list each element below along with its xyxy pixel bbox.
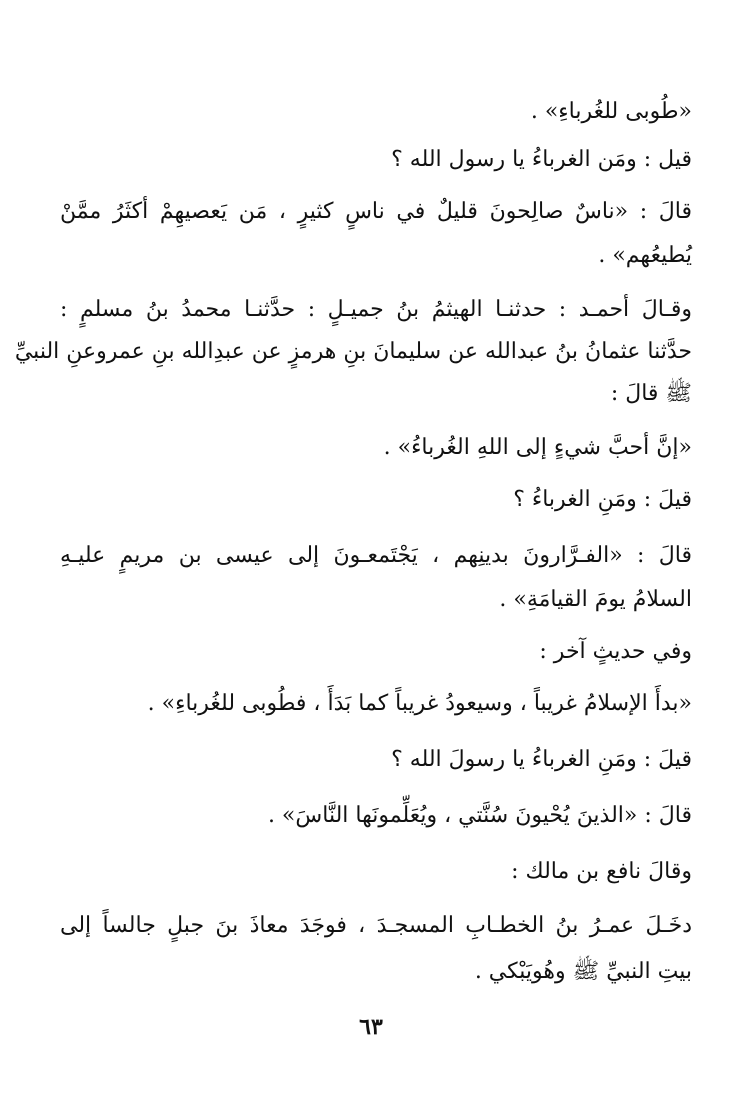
text-line-7: ﷺ قالَ : bbox=[610, 381, 692, 406]
text-line-18: بيتِ النبيِّ ﷺ وهُويَبْكي . bbox=[474, 959, 692, 984]
text-line-2: قيل : ومَن الغرباءُ يا رسول الله ؟ bbox=[391, 147, 692, 172]
page-number: ٦٣ bbox=[359, 1014, 383, 1040]
text-line-3: قالَ : «ناسٌ صالِحونَ قليلٌ في ناسٍ كثيرٍ ، مَن يَعصيهِمْ أكثَرُ ممَّنْ bbox=[60, 199, 692, 224]
text-line-12: وفي حديثٍ آخر : bbox=[539, 639, 692, 664]
text-line-6: حدَّثنا عثمانُ بنُ عبدالله عن سليمانَ بنِ هرمزٍ عن عبدِالله بنِ عمروعنِ النبيِّ bbox=[14, 339, 692, 364]
text-line-13: «بدأَ الإسلامُ غريباً ، وسيعودُ غريباً كما بَدَأَ ، فطُوبى للغُرباءِ» . bbox=[147, 691, 692, 716]
text-line-14: قيلَ : ومَنِ الغرباءُ يا رسولَ الله ؟ bbox=[391, 747, 692, 772]
text-line-1: «طُوبى للغُرباءِ» . bbox=[530, 99, 692, 124]
text-line-17: دخَـلَ عمـرُ بنُ الخطـابِ المسجـدَ ، فوجَدَ معاذَ بنَ جبلٍ جالساً إلى bbox=[60, 913, 692, 938]
text-line-8: «إنَّ أحبَّ شيءٍ إلى اللهِ الغُرباءُ» . bbox=[383, 435, 692, 460]
text-line-4: يُطيعُهم» . bbox=[598, 243, 692, 268]
text-line-9: قيلَ : ومَنِ الغرباءُ ؟ bbox=[513, 487, 692, 512]
text-line-11: السلامُ يومَ القيامَةِ» . bbox=[499, 587, 692, 612]
text-line-16: وقالَ نافع بن مالك : bbox=[511, 859, 692, 884]
text-line-15: قالَ : «الذينَ يُحْيونَ سُنَّتي ، ويُعَلِّمونَها النَّاسَ» . bbox=[267, 803, 692, 828]
book-page bbox=[14, 0, 692, 1095]
text-line-10: قالَ : «الفـرَّارونَ بدينِهم ، يَجْتَمعـونَ إلى عيسى بن مريمٍ عليـهِ bbox=[60, 543, 692, 568]
text-line-5: وقـالَ أحمـد : حدثنـا الهيثمُ بنُ جميـلٍ : حدَّثنـا محمدُ بنُ مسلمٍ : bbox=[60, 297, 692, 322]
